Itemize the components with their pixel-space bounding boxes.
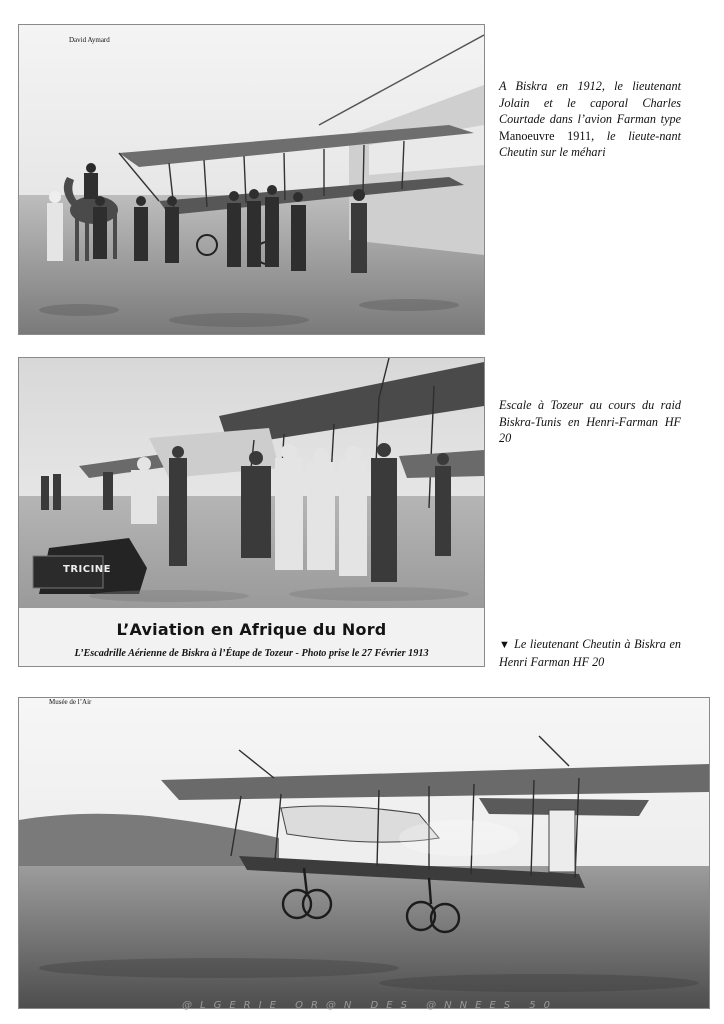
photo-3-caption-text: Le lieutenant Cheutin à Biskra en Henri Farman HF 20	[499, 637, 682, 669]
photo-tozeur-postcard	[18, 357, 485, 667]
photo-3-caption	[499, 636, 681, 670]
crate-label: TRICINE	[63, 564, 112, 575]
watermark: @LGERIE OR@N DES @NNEES 50	[182, 1000, 558, 1011]
postcard-title: L’Aviation en Afrique du Nord	[116, 620, 387, 639]
photo-2-caption: Escale à Tozeur au cours du raid Biskra-Tunis en Henri-Farman HF 20	[499, 398, 681, 445]
caption-arrow-icon: ▼	[499, 639, 511, 651]
photo-1-caption	[499, 78, 681, 161]
photo-credit: Musée de l’Air	[49, 698, 92, 706]
photo-biskra-1912-image	[19, 25, 484, 334]
photo-credit: David Aymard	[69, 36, 110, 44]
photo-1-caption-text-b: Manoeuvre 1911	[499, 128, 592, 143]
postcard-subtitle: L’Escadrille Aérienne de Biskra à l’Étape de Tozeur - Photo prise le 27 Février 1913	[74, 648, 429, 659]
photo-cheutin-image	[19, 698, 709, 1008]
photo-cheutin-flight	[18, 697, 710, 1009]
photo-1-caption-text-a: A Biskra en 1912, le lieutenant Jolain et le caporal Charles Courtade dans l’avion Farman type	[499, 79, 681, 126]
photo-biskra-1912	[18, 24, 485, 335]
photo-1-caption-text-c: , le lieute-nant Cheutin sur le méhari	[499, 128, 682, 159]
